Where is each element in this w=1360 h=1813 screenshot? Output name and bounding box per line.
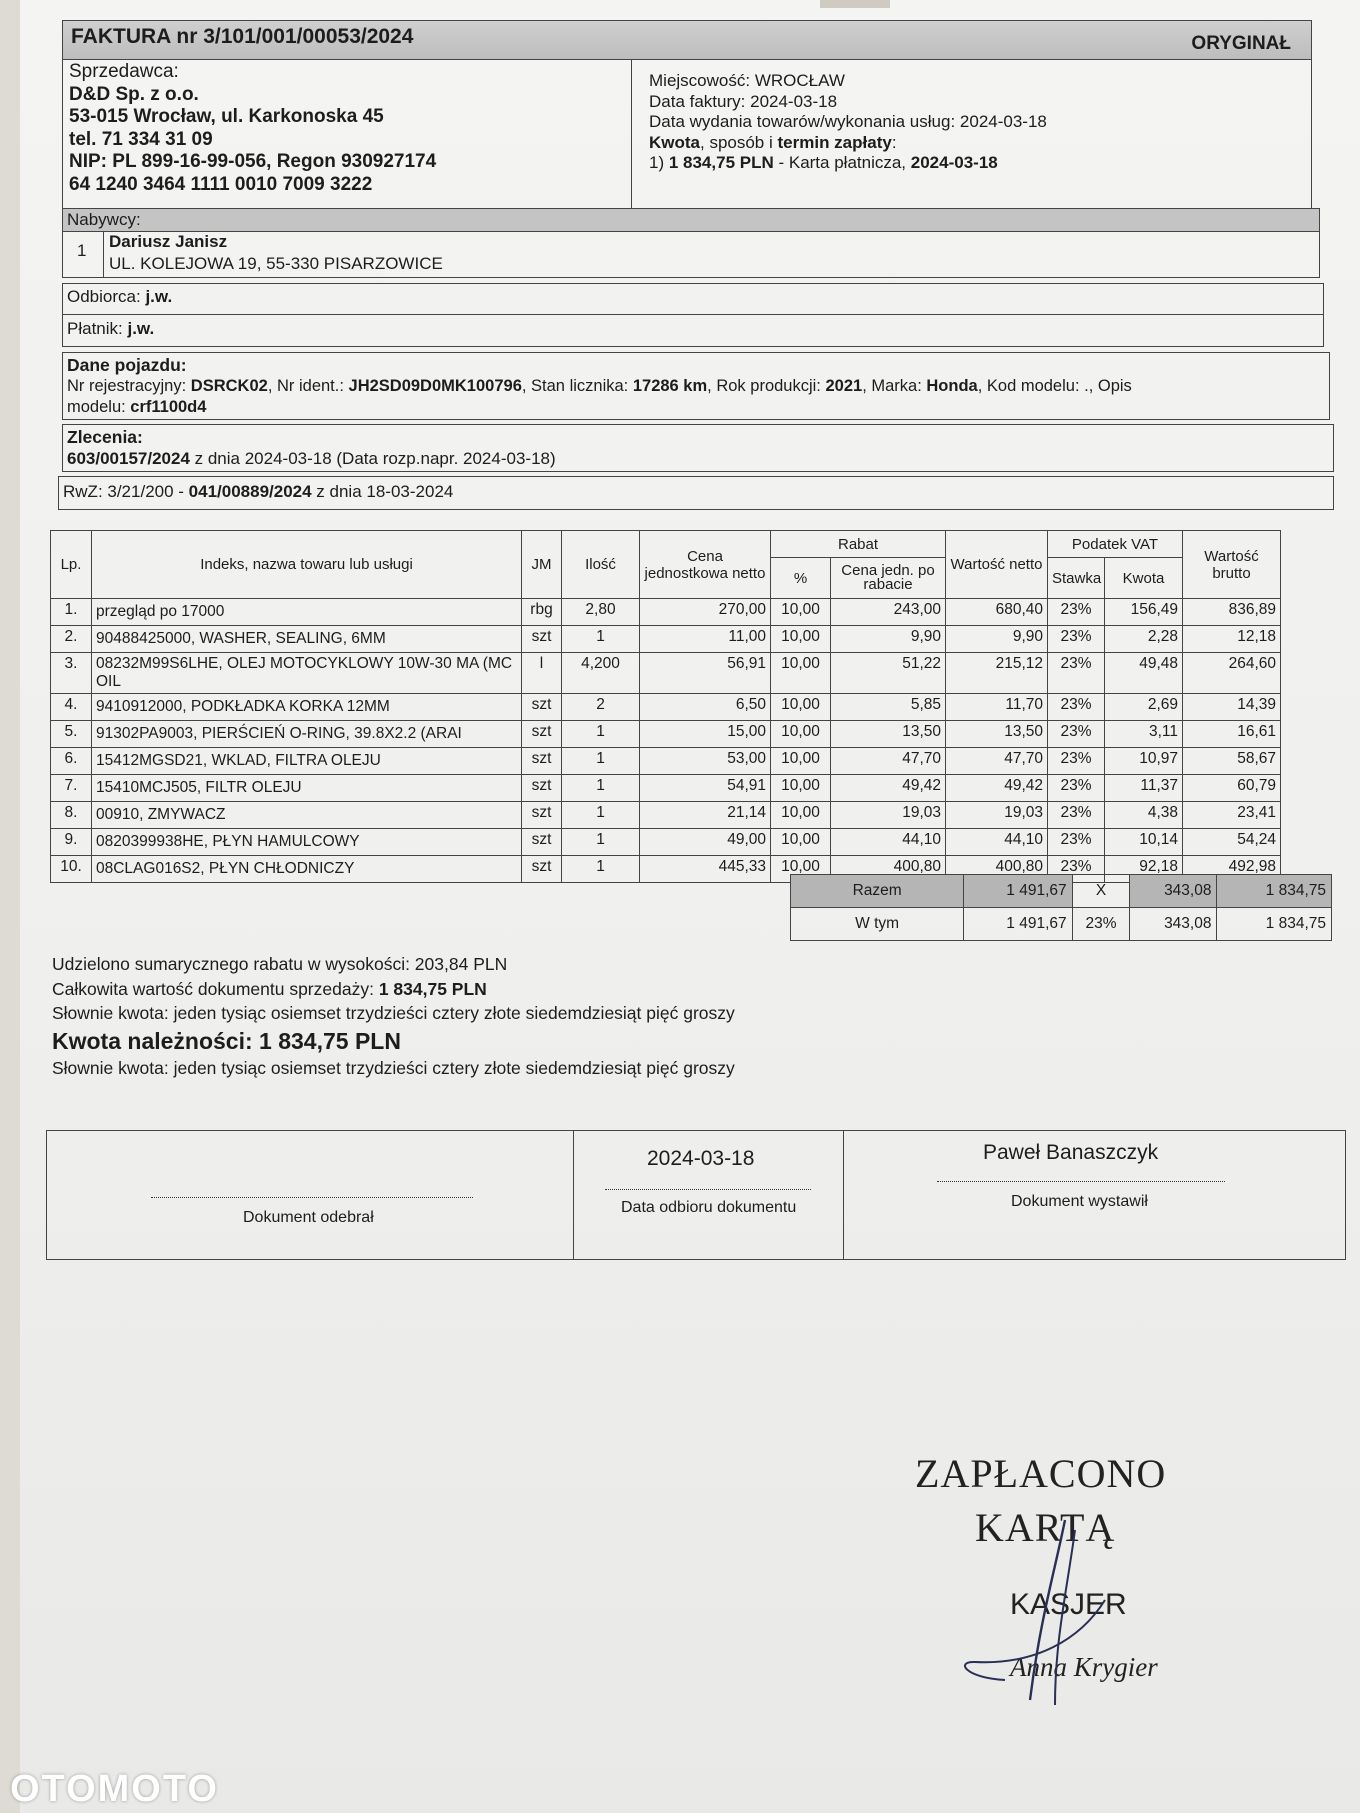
cell-qty: 1	[562, 626, 640, 653]
cell-vat: 11,37	[1105, 775, 1183, 802]
cell-jm: szt	[522, 694, 562, 721]
issuer-name: Paweł Banaszczyk	[983, 1141, 1159, 1164]
cell-rate: 23%	[1048, 856, 1105, 883]
cell-price: 56,91	[640, 653, 771, 694]
totals-row	[791, 875, 1332, 908]
cell-jm: szt	[522, 856, 562, 883]
cell-jm: rbg	[522, 599, 562, 626]
totals-gross: 1 834,75	[1217, 908, 1332, 941]
cell-gross: 60,79	[1183, 775, 1281, 802]
cell-dprice: 243,00	[831, 599, 946, 626]
total-summary: Całkowita wartość dokumentu sprzedaży: 1 834,75 PLN	[52, 978, 487, 999]
receipt-date: 2024-03-18	[647, 1147, 755, 1170]
cell-name: 15410MCJ505, FILTR OLEJU	[92, 775, 522, 802]
otomoto-watermark: OTOMOTO	[10, 1768, 219, 1810]
paper-edge	[820, 0, 890, 8]
cell-name: 08CLAG016S2, PŁYN CHŁODNICZY	[92, 856, 522, 883]
cell-lp: 4.	[51, 694, 92, 721]
issuer-dotted-line	[937, 1181, 1225, 1182]
table-row	[51, 653, 1281, 694]
cell-rate: 23%	[1048, 829, 1105, 856]
cell-qty: 1	[562, 856, 640, 883]
cell-vat: 10,14	[1105, 829, 1183, 856]
stamp-by-card: KARTĄ	[975, 1505, 1116, 1550]
cell-gross: 16,61	[1183, 721, 1281, 748]
totals-table	[790, 874, 1332, 941]
col-name: Indeks, nazwa towaru lub usługi	[92, 531, 522, 599]
cell-rate: 23%	[1048, 653, 1105, 694]
col-vat-rate: Stawka	[1048, 558, 1105, 599]
rwz-line: RwZ: 3/21/200 - 041/00889/2024 z dnia 18-03-2024	[63, 482, 454, 501]
orders-label: Zlecenia:	[67, 427, 143, 447]
cell-net: 11,70	[946, 694, 1048, 721]
cell-rate: 23%	[1048, 694, 1105, 721]
cell-name: 15412MGSD21, WKLAD, FILTRA OLEJU	[92, 748, 522, 775]
cell-vat: 2,69	[1105, 694, 1183, 721]
cell-lp: 3.	[51, 653, 92, 694]
cell-vat: 4,38	[1105, 802, 1183, 829]
cell-name: 0820399938HE, PŁYN HAMULCOWY	[92, 829, 522, 856]
summary-block	[52, 952, 735, 1080]
cell-vat: 3,11	[1105, 721, 1183, 748]
seller-block	[69, 61, 436, 196]
cell-qty: 2	[562, 694, 640, 721]
invoice-meta	[649, 71, 1047, 174]
seller-tax-ids: NIP: PL 899-16-99-056, Regon 930927174	[69, 151, 437, 172]
cell-dprice: 19,03	[831, 802, 946, 829]
cell-name: przegląd po 17000	[92, 599, 522, 626]
totals-body	[791, 875, 1332, 941]
cell-gross: 23,41	[1183, 802, 1281, 829]
cell-vat: 10,97	[1105, 748, 1183, 775]
col-price: Cena jednostkowa netto	[640, 531, 771, 599]
cell-lp: 7.	[51, 775, 92, 802]
cell-price: 21,14	[640, 802, 771, 829]
cell-gross: 264,60	[1183, 653, 1281, 694]
cell-rate: 23%	[1048, 599, 1105, 626]
cell-jm: szt	[522, 721, 562, 748]
table-row	[51, 694, 1281, 721]
col-discount-pct: %	[771, 558, 831, 599]
recipient-divider	[63, 314, 1323, 315]
cell-jm: szt	[522, 775, 562, 802]
issuer-label: Dokument wystawił	[1011, 1193, 1148, 1210]
cell-rate: 23%	[1048, 626, 1105, 653]
payment-label: Kwota, sposób i termin zapłaty:	[649, 132, 897, 152]
recipient-box	[62, 283, 1324, 347]
cell-rate: 23%	[1048, 748, 1105, 775]
cell-jm: l	[522, 653, 562, 694]
cell-price: 6,50	[640, 694, 771, 721]
cell-pct: 10,00	[771, 829, 831, 856]
header-divider	[631, 59, 632, 209]
paid-stamp	[915, 1450, 1215, 1710]
payer-line: Płatnik: j.w.	[67, 319, 155, 338]
vehicle-box	[62, 352, 1330, 420]
cell-net: 400,80	[946, 856, 1048, 883]
cell-lp: 5.	[51, 721, 92, 748]
cell-dprice: 5,85	[831, 694, 946, 721]
cell-pct: 10,00	[771, 775, 831, 802]
cell-net: 9,90	[946, 626, 1048, 653]
cell-price: 49,00	[640, 829, 771, 856]
col-jm: JM	[522, 531, 562, 599]
cell-lp: 10.	[51, 856, 92, 883]
cell-name: 9410912000, PODKŁADKA KORKA 12MM	[92, 694, 522, 721]
place-line: Miejscowość: WROCŁAW	[649, 71, 845, 90]
buyer-number-divider	[103, 231, 104, 277]
cell-qty: 1	[562, 829, 640, 856]
recipient-line: Odbiorca: j.w.	[67, 287, 173, 306]
delivery-date-line: Data wydania towarów/wykonania usług: 2024-03-18	[649, 112, 1047, 131]
table-row	[51, 748, 1281, 775]
cell-lp: 2.	[51, 626, 92, 653]
cell-qty: 4,200	[562, 653, 640, 694]
cell-lp: 9.	[51, 829, 92, 856]
totals-net: 1 491,67	[964, 875, 1072, 908]
received-dotted-line	[151, 1197, 473, 1198]
table-row	[51, 721, 1281, 748]
seller-label: Sprzedawca:	[69, 61, 179, 82]
cell-vat: 156,49	[1105, 599, 1183, 626]
vehicle-label: Dane pojazdu:	[67, 355, 187, 375]
cell-name: 08232M99S6LHE, OLEJ MOTOCYKLOWY 10W-30 MA (MC OIL	[92, 653, 522, 694]
buyer-number: 1	[77, 241, 87, 260]
cell-net: 13,50	[946, 721, 1048, 748]
items-table	[50, 530, 1281, 883]
col-qty: Ilość	[562, 531, 640, 599]
title-bar	[63, 21, 1311, 60]
discount-summary: Udzielono sumarycznego rabatu w wysokości: 203,84 PLN	[52, 954, 508, 974]
cell-rate: 23%	[1048, 721, 1105, 748]
cell-gross: 12,18	[1183, 626, 1281, 653]
handwritten-signature-icon	[915, 1450, 1215, 1710]
cell-qty: 1	[562, 775, 640, 802]
totals-rate: X	[1072, 875, 1130, 908]
cell-dprice: 49,42	[831, 775, 946, 802]
cell-qty: 2,80	[562, 599, 640, 626]
cell-pct: 10,00	[771, 802, 831, 829]
cell-gross: 836,89	[1183, 599, 1281, 626]
cell-net: 680,40	[946, 599, 1048, 626]
rwz-box	[58, 476, 1334, 510]
col-vat: Podatek VAT	[1048, 531, 1183, 558]
signature-divider-2	[843, 1131, 844, 1259]
orders-line: 603/00157/2024 z dnia 2024-03-18 (Data rozp.napr. 2024-03-18)	[67, 449, 556, 468]
cell-dprice: 13,50	[831, 721, 946, 748]
cell-name: 91302PA9003, PIERŚCIEŃ O-RING, 39.8X2.2 (ARAI	[92, 721, 522, 748]
amount-due: Kwota należności: 1 834,75 PLN	[52, 1027, 401, 1054]
totals-label: Razem	[791, 875, 964, 908]
copy-label: ORYGINAŁ	[1191, 33, 1291, 54]
cell-price: 54,91	[640, 775, 771, 802]
cell-pct: 10,00	[771, 599, 831, 626]
cell-jm: szt	[522, 626, 562, 653]
totals-vat: 343,08	[1130, 875, 1217, 908]
col-discount: Rabat	[771, 531, 946, 558]
cell-lp: 6.	[51, 748, 92, 775]
cell-pct: 10,00	[771, 626, 831, 653]
signature-box	[46, 1130, 1346, 1260]
cell-pct: 10,00	[771, 694, 831, 721]
cell-net: 44,10	[946, 829, 1048, 856]
receipt-date-label: Data odbioru dokumentu	[621, 1199, 797, 1216]
totals-gross: 1 834,75	[1217, 875, 1332, 908]
cell-qty: 1	[562, 748, 640, 775]
cell-dprice: 44,10	[831, 829, 946, 856]
cell-vat: 49,48	[1105, 653, 1183, 694]
payment-line: 1) 1 834,75 PLN - Karta płatnicza, 2024-03-18	[649, 153, 998, 172]
cell-pct: 10,00	[771, 748, 831, 775]
vehicle-details: Nr rejestracyjny: DSRCK02, Nr ident.: JH2SD09D0MK100796, Stan licznika: 17286 km, Rok produkcji: 2021, Marka: Honda, Kod modelu: ., Opis	[67, 377, 1132, 395]
seller-address: 53-015 Wrocław, ul. Karkonoska 45	[69, 106, 384, 127]
cell-vat: 92,18	[1105, 856, 1183, 883]
col-lp: Lp.	[51, 531, 92, 599]
table-row	[51, 802, 1281, 829]
table-row	[51, 829, 1281, 856]
cell-net: 19,03	[946, 802, 1048, 829]
col-discount-price: Cena jedn. po rabacie	[831, 558, 946, 599]
items-body	[51, 599, 1281, 883]
cell-gross: 14,39	[1183, 694, 1281, 721]
cell-price: 270,00	[640, 599, 771, 626]
amount-in-words: Słownie kwota: jeden tysiąc osiemset trzydzieści cztery złote siedemdziesiąt pięć groszy	[52, 1003, 735, 1023]
totals-rate: 23%	[1072, 908, 1130, 941]
cell-price: 15,00	[640, 721, 771, 748]
table-row	[51, 599, 1281, 626]
buyer-label: Nabywcy:	[67, 210, 141, 229]
totals-row	[791, 908, 1332, 941]
totals-net: 1 491,67	[964, 908, 1072, 941]
cell-gross: 58,67	[1183, 748, 1281, 775]
table-row	[51, 626, 1281, 653]
table-row	[51, 775, 1281, 802]
col-gross: Wartość brutto	[1183, 531, 1281, 599]
cell-dprice: 47,70	[831, 748, 946, 775]
cell-qty: 1	[562, 802, 640, 829]
cell-gross: 492,98	[1183, 856, 1281, 883]
invoice-title: FAKTURA nr 3/101/001/00053/2024	[71, 25, 414, 48]
cell-name: 90488425000, WASHER, SEALING, 6MM	[92, 626, 522, 653]
seller-bank-account: 64 1240 3464 1111 0010 7009 3222	[69, 173, 373, 195]
cell-rate: 23%	[1048, 802, 1105, 829]
cell-jm: szt	[522, 802, 562, 829]
cell-lp: 8.	[51, 802, 92, 829]
invoice-paper	[20, 0, 1360, 1813]
stamp-paid: ZAPŁACONO	[915, 1451, 1167, 1496]
signature-divider-1	[573, 1131, 574, 1259]
cell-price: 53,00	[640, 748, 771, 775]
totals-vat: 343,08	[1130, 908, 1217, 941]
cell-vat: 2,28	[1105, 626, 1183, 653]
seller-phone: tel. 71 334 31 09	[69, 128, 213, 150]
stamp-cashier-name: Anna Krygier	[1010, 1652, 1158, 1682]
cell-pct: 10,00	[771, 653, 831, 694]
cell-price: 445,33	[640, 856, 771, 883]
buyer-address: UL. KOLEJOWA 19, 55-330 PISARZOWICE	[109, 254, 443, 273]
cell-net: 215,12	[946, 653, 1048, 694]
buyer-box	[62, 208, 1320, 278]
stamp-cashier: KASJER	[1010, 1588, 1127, 1621]
buyer-label-bar	[63, 209, 1319, 232]
cell-net: 47,70	[946, 748, 1048, 775]
cell-jm: szt	[522, 748, 562, 775]
invoice-date-line: Data faktury: 2024-03-18	[649, 91, 838, 111]
cell-dprice: 9,90	[831, 626, 946, 653]
cell-price: 11,00	[640, 626, 771, 653]
cell-jm: szt	[522, 829, 562, 856]
col-vat-amount: Kwota	[1105, 558, 1183, 599]
orders-box	[62, 424, 1334, 472]
vehicle-model: modelu: crf1100d4	[67, 398, 207, 416]
cell-name: 00910, ZMYWACZ	[92, 802, 522, 829]
cell-lp: 1.	[51, 599, 92, 626]
cell-rate: 23%	[1048, 775, 1105, 802]
totals-label: W tym	[791, 908, 964, 941]
col-net: Wartość netto	[946, 531, 1048, 599]
cell-gross: 54,24	[1183, 829, 1281, 856]
cell-qty: 1	[562, 721, 640, 748]
cell-dprice: 400,80	[831, 856, 946, 883]
buyer-name: Dariusz Janisz	[109, 232, 228, 251]
seller-name: D&D Sp. z o.o.	[69, 83, 199, 105]
cell-dprice: 51,22	[831, 653, 946, 694]
cell-pct: 10,00	[771, 721, 831, 748]
invoice-header-box	[62, 20, 1312, 210]
received-label: Dokument odebrał	[243, 1209, 374, 1226]
date-dotted-line	[605, 1189, 811, 1190]
cell-pct: 10,00	[771, 856, 831, 883]
cell-net: 49,42	[946, 775, 1048, 802]
amount-in-words-2: Słownie kwota: jeden tysiąc osiemset trzydzieści cztery złote siedemdziesiąt pięć groszy	[52, 1057, 735, 1078]
